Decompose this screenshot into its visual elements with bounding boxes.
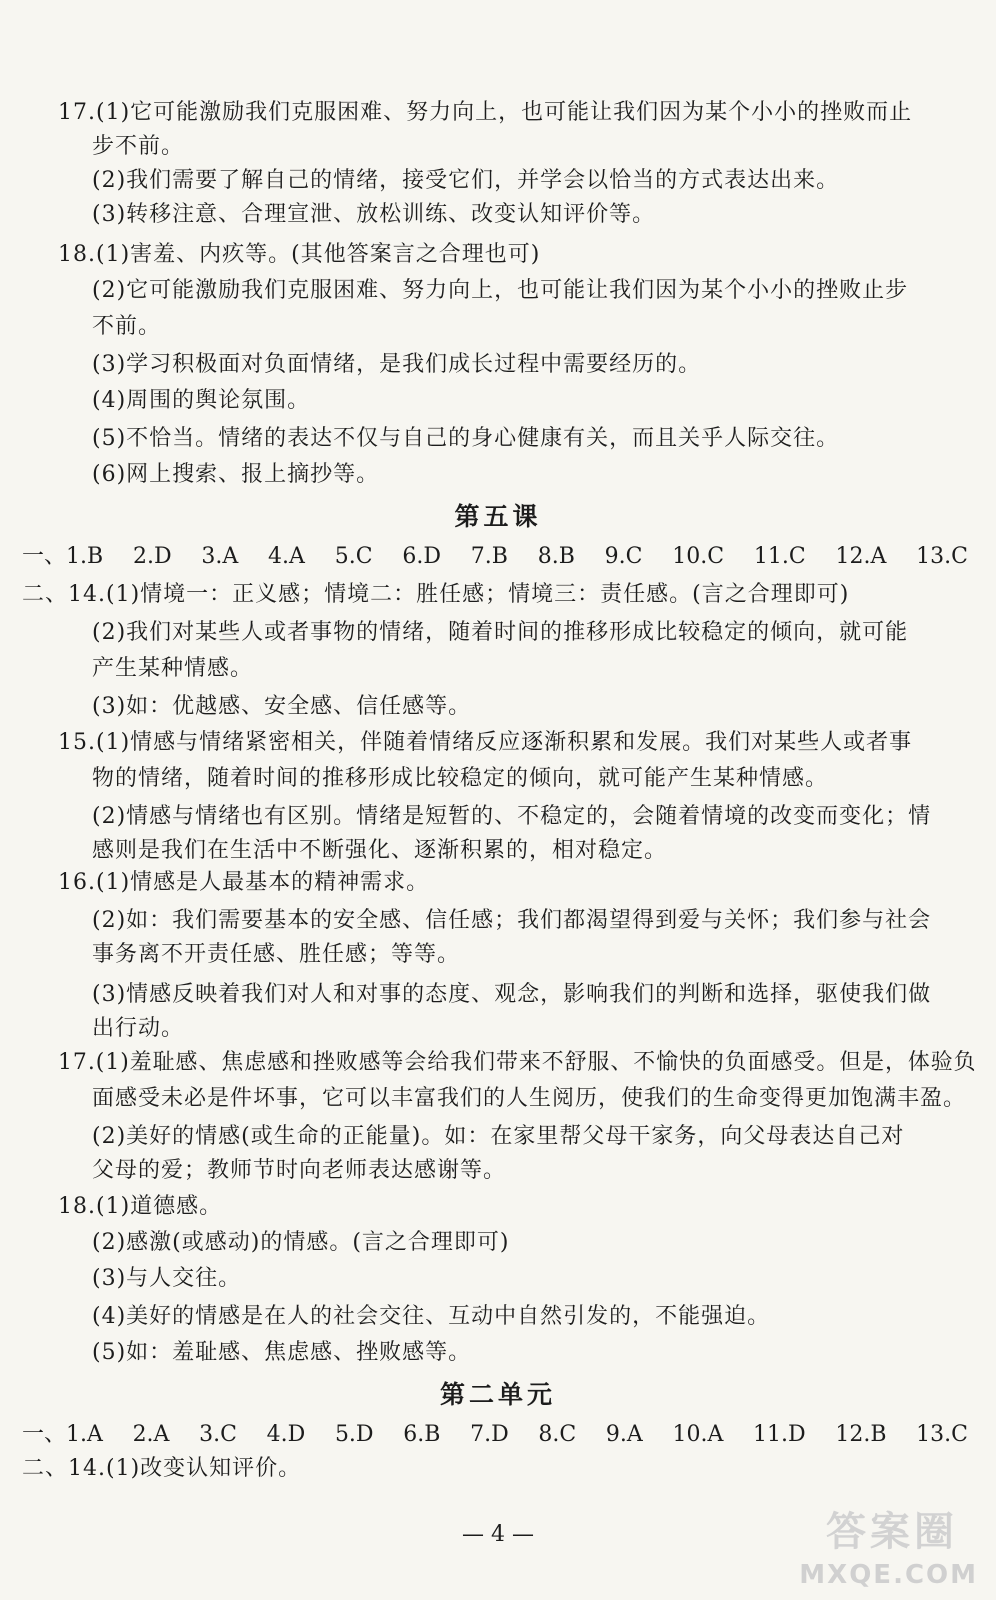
watermark-url: MXQE.COM <box>799 1560 978 1590</box>
choice-answer: 4.D <box>266 1422 306 1447</box>
choice-answer: 一、1.A <box>22 1422 103 1447</box>
answer-line: 面感受未必是件坏事，它可以丰富我们的人生阅历，使我们的生命变得更加饱满丰盈。 <box>92 1086 967 1111</box>
choice-answer: 12.A <box>835 544 887 569</box>
watermark-logo <box>788 1510 978 1590</box>
choice-answer: 10.C <box>672 544 725 569</box>
choice-answer: 5.D <box>334 1422 374 1447</box>
choice-answer: 8.C <box>538 1422 577 1447</box>
choice-answer: 9.C <box>604 544 643 569</box>
answer-line: (4)周围的舆论氛围。 <box>92 388 311 413</box>
answer-line: 不前。 <box>92 314 162 339</box>
choice-answer: 6.D <box>402 544 441 569</box>
answer-line: (5)不恰当。情绪的表达不仅与自己的身心健康有关，而且关乎人际交往。 <box>92 426 840 451</box>
answer-line: (3)学习积极面对负面情绪，是我们成长过程中需要经历的。 <box>92 352 702 377</box>
choice-answers-row <box>22 1418 968 1452</box>
answer-line: (3)情感反映着我们对人和对事的态度、观念，影响我们的判断和选择，驱使我们做 <box>92 982 932 1007</box>
answer-line: (2)它可能激励我们克服困难、努力向上，也可能让我们因为某个小小的挫败止步 <box>92 278 909 303</box>
answer-line: 父母的爱；教师节时向老师表达感谢等。 <box>92 1158 507 1183</box>
answer-line: 物的情绪，随着时间的推移形成比较稳定的倾向，就可能产生某种情感。 <box>92 766 829 791</box>
watermark-text: 答案圈 <box>826 1509 958 1555</box>
choice-answer: 3.C <box>199 1422 237 1447</box>
answer-line: (3)转移注意、合理宣泄、放松训练、改变认知评价等。 <box>92 202 656 227</box>
answer-line: (2)如：我们需要基本的安全感、信任感；我们都渴望得到爱与关怀；我们参与社会 <box>92 908 932 933</box>
choice-answer: 3.A <box>201 544 239 569</box>
answer-line: (5)如：羞耻感、焦虑感、挫败感等。 <box>92 1340 472 1365</box>
choice-answer: 9.A <box>605 1422 643 1447</box>
choice-answer: 13.C <box>916 1422 968 1447</box>
choice-answer: 11.C <box>753 544 806 569</box>
choice-answer: 4.A <box>268 544 305 569</box>
answer-line: (6)网上搜索、报上摘抄等。 <box>92 462 380 487</box>
answer-line: 二、14.(1)改变认知评价。 <box>22 1456 302 1481</box>
answer-line: (2)美好的情感(或生命的正能量)。如：在家里帮父母干家务，向父母表达自己对 <box>92 1124 905 1149</box>
choice-answer: 12.B <box>835 1422 887 1447</box>
answer-line: (2)感激(或感动)的情感。(言之合理即可) <box>92 1230 510 1255</box>
section-title: 第五课 <box>454 502 542 531</box>
answer-line: 17.(1)羞耻感、焦虑感和挫败感等会给我们带来不舒服、不愉快的负面感受。但是，体验负 <box>58 1050 977 1075</box>
answer-line: 18.(1)害羞、内疚等。(其他答案言之合理也可) <box>58 242 541 267</box>
answer-line: 二、14.(1)情境一：正义感；情境二：胜任感；情境三：责任感。(言之合理即可) <box>22 582 850 607</box>
choice-answer: 10.A <box>672 1422 724 1447</box>
answer-line: (2)情感与情绪也有区别。情绪是短暂的、不稳定的，会随着情境的改变而变化；情 <box>92 804 932 829</box>
unit-title: 第二单元 <box>439 1380 556 1409</box>
choice-answer: 2.D <box>132 544 172 569</box>
choice-answer: 13.C <box>916 544 968 569</box>
answer-line: (2)我们对某些人或者事物的情绪，随着时间的推移形成比较稳定的倾向，就可能 <box>92 620 909 645</box>
answer-line: 步不前。 <box>92 134 185 159</box>
choice-answers-row <box>22 540 968 574</box>
answer-line: 17.(1)它可能激励我们克服困难、努力向上，也可能让我们因为某个小小的挫败而止 <box>58 100 913 125</box>
choice-answer: 11.D <box>753 1422 806 1447</box>
choice-answer: 7.D <box>470 1422 509 1447</box>
choice-answer: 2.A <box>132 1422 170 1447</box>
answer-line: (3)与人交往。 <box>92 1266 242 1291</box>
choice-answer: 5.C <box>334 544 373 569</box>
answer-line: (3)如：优越感、安全感、信任感等。 <box>92 694 472 719</box>
answer-line: (4)美好的情感是在人的社会交往、互动中自然引发的，不能强迫。 <box>92 1304 771 1329</box>
choice-answer: 6.B <box>403 1422 441 1447</box>
answer-line: 16.(1)情感是人最基本的精神需求。 <box>58 870 430 895</box>
choice-answer: 8.B <box>537 544 575 569</box>
answer-line: 产生某种情感。 <box>92 656 254 681</box>
choice-answer: 一、1.B <box>22 544 104 569</box>
choice-answer: 7.B <box>470 544 508 569</box>
answer-line: 出行动。 <box>92 1016 185 1041</box>
answer-line: 事务离不开责任感、胜任感；等等。 <box>92 942 461 967</box>
answer-line: (2)我们需要了解自己的情绪，接受它们，并学会以恰当的方式表达出来。 <box>92 168 840 193</box>
answer-line: 15.(1)情感与情绪紧密相关，伴随着情绪反应逐渐积累和发展。我们对某些人或者事 <box>58 730 913 755</box>
answer-line: 18.(1)道德感。 <box>58 1194 223 1219</box>
page-number: — 4 — <box>462 1522 534 1547</box>
answer-line: 感则是我们在生活中不断强化、逐渐积累的，相对稳定。 <box>92 838 668 863</box>
